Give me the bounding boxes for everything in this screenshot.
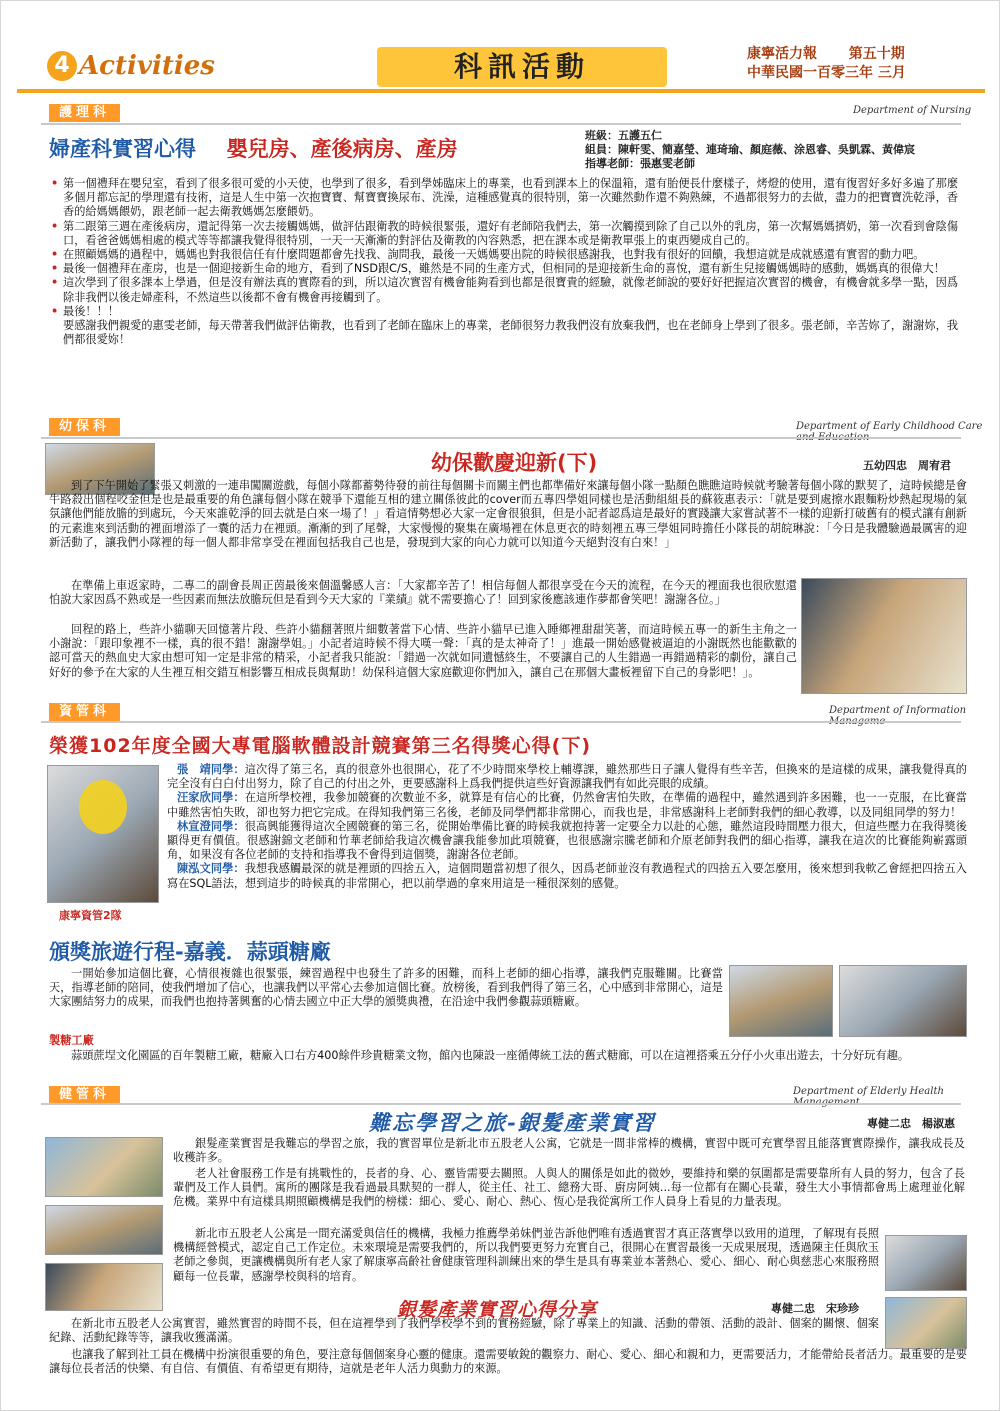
publication-date: 中華民國一百零三年 三月 (747, 65, 906, 81)
nursing-heading-red: 嬰兒房、產後病房、產房 (226, 137, 458, 161)
dept-tag-elderly: 健管科 (49, 1086, 120, 1104)
page-title: 科訊活動 (377, 47, 667, 87)
trip-sub-label: 製糖工廠 (49, 1034, 94, 1047)
list-item: • 第一個禮拜在嬰兒室，看到了很多很可愛的小天使，也學到了很多，看到學姊臨床上的專業，也看到課本上的保溫箱，還有胎便長什麼樣子，烤燈的使用，還有復習好多好多遍了那麼多個月都忘記的學理還有技術，這是人生中第一次抱寶寶、幫寶寶換尿布、洗澡，這種感覺真的很特別，第一次雖然動作還不夠熟練，不過都很努力的去做，盡力的把寶寶洗乾淨，香香的給媽媽餵奶，跟老師一起去衛教媽媽怎麼餵奶。 (49, 177, 967, 220)
nursing-members: 組員：陳軒雯、簡嘉瑩、連琦瑜、顏庭薇、涂恩睿、吳凱霖、黃偉宸 (585, 143, 915, 156)
student-name: 陳泓文同學： (177, 862, 245, 876)
early-childhood-author: 五幼四忠 周宥君 (863, 459, 951, 472)
elderly-photo-2 (45, 1205, 163, 1255)
early-childhood-para-3: 回程的路上，些許小貓聊天回憶著片段、些許小貓翻著照片細數著當下心情、些許小貓早已進入睡鄉裡甜甜笑著，而這時候五專一的新生主角之一小謝說：「跟印象裡不一樣，真的很不錯！謝謝學姐。」小記者這時候不得大嘆一聲：「真的是太神奇了！」進最一開始感覺被逼迫的小謝既然也能歡歡的認可當天的熱血史大家由想可知一定是非常的精采，小記者我只能說：「錯過一次就如同遺憾終生，不要讓自己的人生錯過一再錯過精彩的劇份，讓自己好好的參予在大家的人生裡互相交錯互相影響互相成長與幫助！幼保科這個大家庭歡迎你們加入，讓自己在那個大畫板裡留下自己的身影吧！」。 (49, 623, 797, 679)
elderly-heading-2: 銀髮產業實習心得分享 (397, 1299, 598, 1321)
nursing-heading (49, 133, 458, 163)
trip-para: 一開始參加這個比賽，心情很複雜也很緊張，練習過程中也發生了許多的困難，而科上老師的細心指導，讓我們克服難關。比賽當天，指導老師的陪同，使我們增加了信心，也讓我們以平常心去參加這個比賽。放榜後，看到我們得了第三名，心中感到非常開心，這是大家團結努力的成果，而我們也抱持著興奮的心情去國立中正大學的頒獎典禮，在沿途中我們參觀蒜頭糖廠。 (49, 967, 723, 1009)
info-mgmt-team-photo (47, 765, 159, 903)
elderly-heading-1: 難忘學習之旅-銀髮產業實習 (369, 1110, 656, 1135)
elderly-photo-1 (45, 1137, 163, 1197)
student-name: 林宣澄同學： (177, 819, 245, 833)
student-name: 汪家欣同學： (177, 791, 245, 805)
nursing-bullet-list (49, 177, 967, 347)
elderly-para-1: 銀髮產業實習是我難忘的學習之旅，我的實習單位是新北市五股老人公寓，它就是一間非常棒的機構，實習中既可充實學習且能落實實際操作，讓我成長及收穫許多。 (173, 1137, 965, 1165)
publication-name: 康寧活力報 (747, 46, 817, 62)
elderly-para-5: 也讓我了解到社工員在機構中扮演很重要的角色，要注意每個個案身心靈的健康。還需要敏銳的觀察力、耐心、愛心、細心和親和力，更需要活力，才能帶給長者活力。最重要的是要讓每位長者活的快樂、有自信、有價值、有希望更有期待，這就是老年人活力與動力的來源。 (49, 1348, 967, 1376)
elderly-photo-4 (885, 1235, 967, 1291)
elderly-photo-5 (885, 1297, 967, 1349)
section-rule (41, 1103, 961, 1105)
trip-heading: 頒獎旅遊行程-嘉義．蒜頭糖廠 (49, 940, 331, 964)
student-entry (167, 862, 967, 890)
info-mgmt-students (167, 763, 967, 891)
list-item: • 在照顧媽媽的過程中，媽媽也對我很信任有什麼問題都會先找我、詢問我，最後一天媽媽要出院的時候很感謝我，也對我有很好的回饋，我想這就是成就感還有實習的動力吧。 (49, 248, 967, 262)
student-text: 這次得了第三名，真的很意外也很開心，花了不少時間來學校上輔導課，雖然那些日子讓人覺得有些辛苦，但換來的是這樣的成果，讓我覺得真的完全沒有白白付出努力，除了自己的付出之外，更要感謝科上爲我們提供這些好資源讓我們有如此亮眼的成績。 (167, 763, 967, 791)
publication-info (747, 45, 906, 83)
dept-en-elderly: Department of Elderly Health (793, 1086, 944, 1097)
elderly-para-3: 新北市五股老人公寓是一間充滿愛與信任的機構，我極力推薦學弟妹們並告訴他們唯有透過實習才真正落實學以致用的道理，了解現有長照機構經營模式，認定自己工作定位。未來環境是需要我們的，所以我們要更努力充實自己，很開心在實習最後一天成果展現，透過陳主任與欣玉老師之參與，更讓機構與所有老人家了解康寧高齡社會健康管理科訓練出來的學生是具有專業並本著熱心、愛心、細心、耐心與慈悲心來服務照顧每一位長輩，感謝學校與科的培育。 (173, 1227, 879, 1283)
dept-tag-early-childhood: 幼保科 (49, 418, 120, 436)
early-childhood-heading: 幼保歡慶迎新(下) (431, 451, 598, 475)
early-childhood-para-2: 在準備上車返家時，二專二的副會長周正茵最後來個溫馨感人言：「大家都辛苦了！相信每個人都很享受在今天的流程，在今天的裡面我也很欣慰還怕說大家因爲不熟或是一些因素而無法放膽玩但是看到今天大家的『業績』就不需要擔心了！回到家後應該連作夢都會笑吧！謝謝各位。」 (49, 579, 797, 607)
list-item: • 這次學到了很多課本上學過，但是沒有辦法真的實際看的到，所以這次實習有機會能夠看到也都是很寶貴的經驗，就像老師說的要好好把握這次實習的機會，有機會就多學一點，因爲除非我們以後走婦產科，不然這些以後都不會有機會再接觸到了。 (49, 276, 967, 304)
page-number-badge: 4 (47, 51, 77, 81)
student-name: 張 靖同學： (177, 763, 245, 776)
list-item: • 最後！！！ (49, 305, 967, 319)
trip-photo-2 (839, 965, 967, 1037)
dept-en-info-mgmt: Department of Information (829, 705, 967, 716)
nursing-closing: 要感謝我們親愛的惠雯老師，每天帶著我們做評估衛教，也看到了老師在臨床上的專業，老師很努力教我們沒有放棄我們，也在老師身上學到了很多。張老師，辛苦妳了，謝謝妳，我們都很愛妳！ (63, 319, 959, 347)
trip-photo-1 (729, 965, 833, 1037)
section-rule (41, 437, 961, 439)
issue-number: 第五十期 (848, 46, 905, 62)
info-mgmt-photo-caption: 康寧資管2隊 (59, 909, 122, 922)
dept-tag-info-mgmt: 資管科 (49, 703, 120, 721)
list-item: • 第二跟第三週在產後病房，還記得第一次去接觸媽媽，做評估跟衛教的時候很緊張，還好有老師陪我們去，第一次觸摸到除了自己以外的乳房，第一次幫媽媽擠奶，第一次看到會陰傷口，看爸爸媽媽相處的模式等等都讓我覺得很特別，一天一天漸漸的對評估及衛教的內容熟悉，把在課本或是衛教單張上的東西變成自己的。 (49, 220, 967, 248)
list-item: • 最後一個禮拜在產房，也是一個迎接新生命的地方，看到了NSD跟C/S，雖然是不同的生產方式，但相同的是迎接新生命的喜悅，還有新生兒接觸媽媽時的感動，媽媽真的很偉大！ (49, 262, 967, 276)
student-entry (167, 791, 967, 819)
nursing-credits (585, 129, 915, 171)
elderly-author-2: 專健二忠 宋珍珍 (771, 1302, 859, 1315)
trip-sub-para: 蒜頭蔗埕文化園區的百年製糖工廠，糖廠入口右方400餘件珍貴糖業文物，館內也陳設一座循傳統工法的舊式糖廊，可以在這裡搭乘五分仔小火車出遊去，十分好玩有趣。 (71, 1049, 910, 1062)
section-rule (41, 721, 961, 723)
nursing-heading-blue: 婦產科實習心得 (49, 137, 196, 161)
activities-label: Activities (79, 51, 215, 81)
student-text: 在這所學校裡，我參加競賽的次數並不多，就算是有信心的比賽，仍然會害怕失敗，在準備的過程中，雖然遇到許多困難，也一一克服，在比賽當中雖然害怕失敗，卻也努力把它完成。在得知我們第三名後，老師及同學們都非常開心，而我也是，非常感謝科上老師對我們的細心教導，以及同組同學的努力！ (167, 791, 967, 819)
nursing-class: 班級：五護五仁 (585, 129, 662, 142)
dept-en-nursing: Department of Nursing (853, 105, 972, 116)
early-childhood-para-1: 到了下午開始了緊張又刺激的一連串闖關遊戲，每個小隊都蓄勢待發的前往每個關卡而關主們也都準備好來讓每個小隊一點顏色瞧瞧這時候就考驗著每個小隊的默契了，這時候總是會牛路殺出個程咬金但是也是最重要的角色讓每個小隊在競爭下還能互相的建立關係彼此的cover而五專四學姐同樣也是活動組組長的蘇筱惠表示：「就是要到處擦水跟麵粉炒熱起現場的氣氛讓他們能放膽的到處玩，今天來誰乾淨的回去就是白來一場了！」看這情勢想必大家一定會很狼狽，但是小記者認爲這是最好的實踐讓大家嘗試著不一樣的迎新打破舊有的模式讓有創新的元素進來到活動的裡面增添了一囊的活力在裡頭。漸漸的到了尾聲，大家慢慢的聚集在廣場裡在休息更衣的時刻裡五專三學姐同時擔任小隊長的胡皖琳說：「今日是我體驗過最厲害的迎新活動了，讓我們小隊裡的每一個人都非常享受在裡面包括我自己也是，發現到大家的向心力就可以知道今天絕對沒有白來！」 (49, 479, 967, 549)
student-entry (167, 820, 967, 863)
student-entry (167, 763, 967, 791)
elderly-author-1: 專健二忠 楊淑惠 (867, 1117, 955, 1130)
student-text: 我想我感觸最深的就是裡頭的四捨五入，這個問題當初想了很久，因爲老師並沒有教過程式的四捨五入要怎麼用，後來想到我軟乙會經把四捨五入寫在SQL語法，想到這步的時候真的非常開心，把以前學過的拿來用這是一種很深刻的感覺。 (167, 862, 967, 890)
info-mgmt-heading: 榮獲102年度全國大專電腦軟體設計競賽第三名得獎心得(下) (49, 735, 592, 757)
dept-en-early-childhood: Department of Early Childhood Care (796, 421, 983, 432)
elderly-photo-3 (45, 1263, 163, 1311)
nursing-teacher: 指導老師：張惠雯老師 (585, 157, 695, 170)
student-text: 很高興能獲得這次全國競賽的第三名，從開始準備比賽的時候我就抱持著一定要全力以赴的心態，雖然這段時間壓力很大，但這些壓力在我得獎後顯得更有價值。很感謝錦文老師和竹華老師給我這次機會讓我能參加此項競賽，也很感謝宗騰老師和介原老師對我們的細心指導，讓我在這次的比賽能夠嶄露頭角，如果沒有各位老師的支持和指導我不會得到這個獎，謝謝各位老師。 (167, 819, 967, 862)
early-childhood-photo (801, 578, 967, 694)
elderly-para-2: 老人社會服務工作是有挑戰性的，長者的身、心、靈皆需要去關照。人與人的關係是如此的微妙，要維持和樂的氛圍都是需要靠所有人員的努力，包含了長輩們及工作人員們。寓所的團隊是我看過最具默契的一群人，從主任、社工、總務大哥、廚房阿姨...每一位都有在關心長輩，發生大小事情都會馬上處理並化解危機。業界中有這樣具期照顧機構是我們的榜樣：細心、愛心、耐心、熱心、恆心是我從寓所工作人員身上看見的力量表現。 (173, 1167, 965, 1209)
header-rule (17, 89, 985, 93)
page-header (17, 43, 985, 95)
dept-tag-nursing: 護理科 (49, 104, 120, 122)
elderly-para-4: 在新北市五股老人公寓實習，雖然實習的時間不長，但在這裡學到了我們學校學不到的實務經驗，除了專業上的知識、活動的帶領、活動的設計、個案的關懷、個案紀錄、活動紀錄等等，讓我收獲滿滿。 (49, 1317, 879, 1345)
section-rule (41, 123, 961, 125)
